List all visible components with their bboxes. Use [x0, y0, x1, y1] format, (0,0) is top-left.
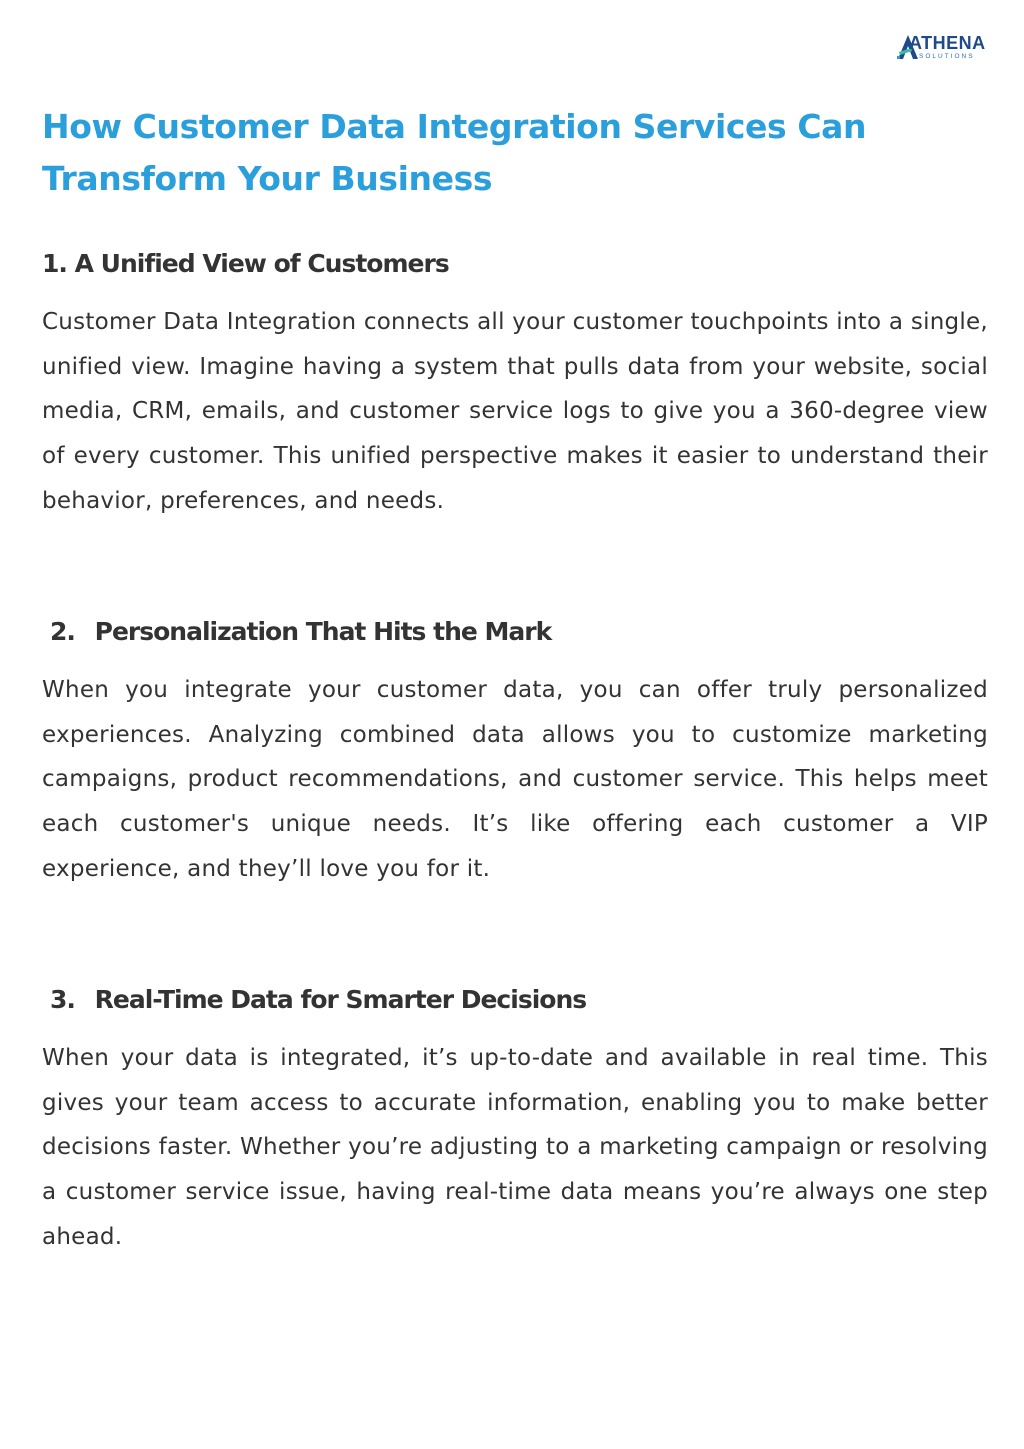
section-1-body: Customer Data Integration connects all your customer touchpoints into a single, unified view. Imagine having a system that pulls data from your website, social media, CRM, emails, and customer service logs to give you a 360-degree view of every customer. This unified perspective makes it easier to understand their behavior, preferences, and needs.	[42, 309, 988, 514]
logo-tagline: SOLUTIONS	[919, 53, 975, 60]
section-2-number: 2.	[50, 617, 75, 646]
section-2-title: Personalization That Hits the Mark	[94, 617, 552, 646]
logo-wordmark: ATHENA	[909, 33, 986, 53]
athena-solutions-logo	[897, 34, 989, 62]
section-2-heading	[50, 614, 551, 650]
section-1-title: A Unified View of Customers	[74, 249, 449, 278]
section-1-number: 1.	[42, 249, 67, 278]
section-3-title: Real-Time Data for Smarter Decisions	[94, 985, 587, 1014]
section-2-body: When you integrate your customer data, you can offer truly personalized experiences. Analyzing combined data allows you to customize marketing campaigns, product recommendations, and customer service. This helps meet each customer's unique needs. It’s like offering each customer a VIP experience, and they’ll love you for it.	[42, 677, 988, 882]
section-3-number: 3.	[50, 985, 75, 1014]
page-title: How Customer Data Integration Services Can Transform Your Business	[42, 107, 867, 198]
section-3-body: When your data is integrated, it’s up-to-date and available in real time. This gives your team access to accurate information, enabling you to make better decisions faster. Whether you’re adjusting to a marketing campaign or resolving a customer service issue, having real-time data means you’re always one step ahead.	[42, 1045, 988, 1250]
section-1-heading	[42, 246, 449, 282]
section-3-heading	[50, 982, 586, 1018]
